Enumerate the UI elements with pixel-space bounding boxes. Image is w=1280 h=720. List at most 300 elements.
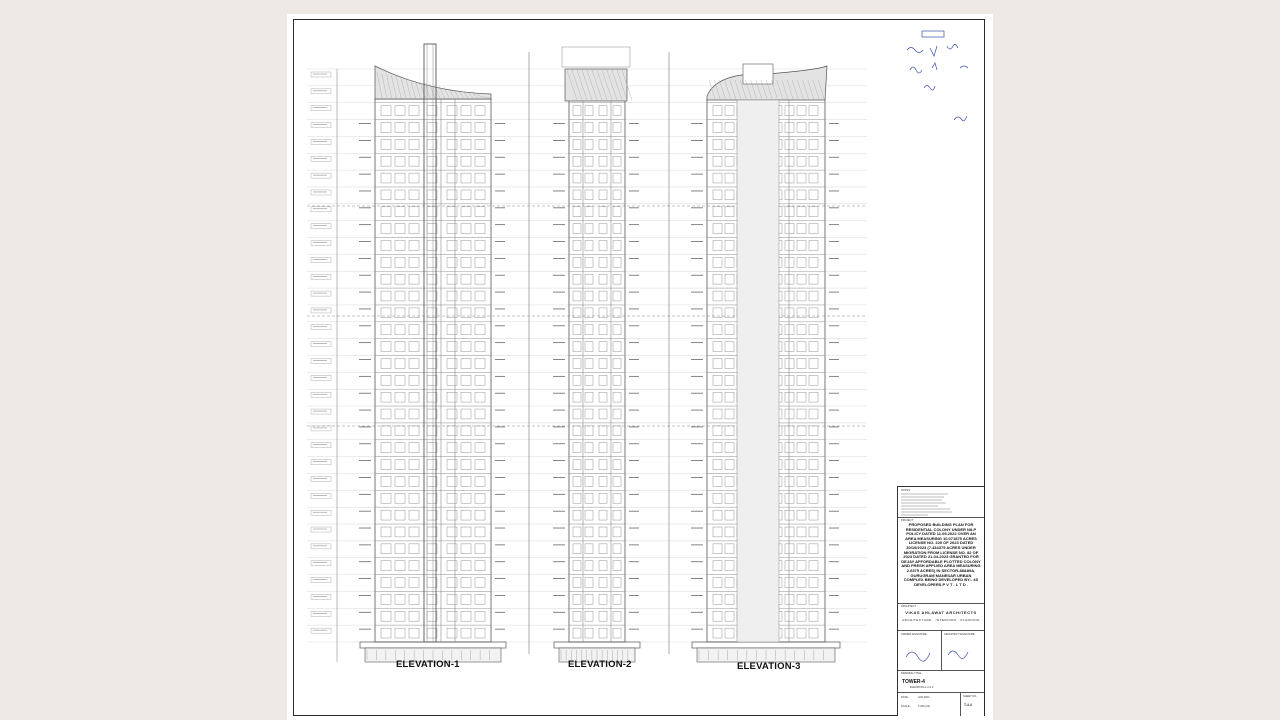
window — [409, 106, 419, 116]
window — [409, 476, 419, 486]
window — [797, 207, 806, 217]
window — [461, 325, 471, 335]
window — [461, 257, 471, 267]
window — [585, 578, 593, 588]
window — [613, 241, 621, 251]
window — [599, 156, 607, 166]
window — [785, 342, 794, 352]
window — [585, 291, 593, 301]
window — [599, 291, 607, 301]
window — [573, 561, 581, 571]
window — [461, 224, 471, 234]
window — [427, 325, 437, 335]
window — [613, 460, 621, 470]
window — [461, 544, 471, 554]
sheet-number: T-4.4 — [964, 703, 972, 707]
window — [809, 123, 818, 133]
window — [461, 460, 471, 470]
window — [585, 493, 593, 503]
date-value: JAN,2024 — [918, 696, 930, 699]
window — [395, 561, 405, 571]
window — [613, 156, 621, 166]
window — [461, 628, 471, 638]
elevation-1-label: ELEVATION-1 — [396, 659, 460, 670]
window — [613, 257, 621, 267]
window — [785, 578, 794, 588]
window — [599, 426, 607, 436]
window — [409, 291, 419, 301]
window — [381, 308, 391, 318]
window — [613, 443, 621, 453]
level-tag — [311, 72, 331, 77]
window — [573, 578, 581, 588]
window — [613, 578, 621, 588]
window — [573, 392, 581, 402]
window — [809, 106, 818, 116]
window — [785, 106, 794, 116]
window — [395, 493, 405, 503]
level-tag — [311, 594, 331, 599]
window — [447, 139, 457, 149]
window — [785, 375, 794, 385]
window — [797, 156, 806, 166]
window — [613, 139, 621, 149]
window — [613, 476, 621, 486]
window — [573, 241, 581, 251]
window — [475, 493, 485, 503]
window — [381, 375, 391, 385]
window — [395, 544, 405, 554]
window — [573, 527, 581, 537]
window — [381, 291, 391, 301]
level-tag — [311, 308, 331, 313]
window — [725, 594, 734, 604]
level-tag — [311, 375, 331, 380]
window — [395, 392, 405, 402]
window — [599, 325, 607, 335]
window — [797, 594, 806, 604]
window — [725, 123, 734, 133]
roof-crown — [565, 69, 627, 101]
window — [475, 578, 485, 588]
window — [427, 594, 437, 604]
window — [809, 139, 818, 149]
window — [381, 426, 391, 436]
window — [785, 611, 794, 621]
window — [475, 476, 485, 486]
window — [809, 291, 818, 301]
window — [599, 106, 607, 116]
window — [427, 392, 437, 402]
window — [599, 476, 607, 486]
window — [725, 409, 734, 419]
window — [573, 207, 581, 217]
firm-name: VIKAS AHLAWAT ARCHITECTS — [905, 610, 977, 615]
level-tag — [311, 224, 331, 229]
window — [475, 392, 485, 402]
window — [785, 291, 794, 301]
window — [809, 190, 818, 200]
window — [395, 578, 405, 588]
window — [395, 342, 405, 352]
window — [713, 308, 722, 318]
tower-name: TOWER-4 — [902, 679, 925, 685]
window — [725, 257, 734, 267]
window — [427, 476, 437, 486]
window — [427, 257, 437, 267]
window — [809, 544, 818, 554]
window — [447, 156, 457, 166]
window — [409, 578, 419, 588]
window — [713, 342, 722, 352]
window — [713, 274, 722, 284]
window — [409, 409, 419, 419]
window — [725, 308, 734, 318]
window — [613, 628, 621, 638]
window — [447, 611, 457, 621]
window — [725, 561, 734, 571]
window — [599, 510, 607, 520]
scale-value: 1:200 (A1) — [918, 705, 931, 708]
window — [409, 527, 419, 537]
window — [809, 308, 818, 318]
window — [785, 190, 794, 200]
window — [447, 375, 457, 385]
window — [427, 561, 437, 571]
level-tag — [311, 274, 331, 279]
level-tag — [311, 510, 331, 515]
window — [599, 224, 607, 234]
level-tag — [311, 257, 331, 262]
window — [395, 460, 405, 470]
window — [573, 291, 581, 301]
window — [573, 325, 581, 335]
window — [381, 359, 391, 369]
window — [395, 308, 405, 318]
window — [447, 291, 457, 301]
window — [447, 443, 457, 453]
window — [785, 527, 794, 537]
stair-tower-head — [743, 64, 773, 84]
level-tag — [311, 544, 331, 549]
central-glazing — [737, 100, 779, 642]
window — [573, 493, 581, 503]
window — [797, 190, 806, 200]
window — [797, 291, 806, 301]
window — [613, 173, 621, 183]
window — [797, 224, 806, 234]
window — [613, 392, 621, 402]
window — [713, 291, 722, 301]
window — [785, 139, 794, 149]
window — [797, 274, 806, 284]
window — [461, 123, 471, 133]
window — [409, 257, 419, 267]
window — [427, 173, 437, 183]
window — [713, 224, 722, 234]
window — [461, 594, 471, 604]
window — [381, 139, 391, 149]
level-tag — [311, 106, 331, 111]
window — [613, 594, 621, 604]
window — [797, 392, 806, 402]
window — [447, 510, 457, 520]
window — [395, 156, 405, 166]
window — [447, 460, 457, 470]
window — [573, 139, 581, 149]
window — [599, 375, 607, 385]
window — [395, 241, 405, 251]
window — [381, 443, 391, 453]
level-tag — [311, 325, 331, 330]
window — [599, 257, 607, 267]
level-tag — [311, 392, 331, 397]
window — [599, 460, 607, 470]
window — [585, 257, 593, 267]
window — [427, 139, 437, 149]
window — [427, 241, 437, 251]
window — [713, 611, 722, 621]
window — [573, 274, 581, 284]
window — [785, 628, 794, 638]
window — [461, 207, 471, 217]
firm-tagline: ARCHITECTURE . INTERIORS . PLANNING — [902, 618, 980, 622]
level-tag — [311, 561, 331, 566]
window — [381, 241, 391, 251]
window — [409, 611, 419, 621]
window — [713, 460, 722, 470]
window — [725, 544, 734, 554]
window — [427, 359, 437, 369]
window — [713, 443, 722, 453]
window — [713, 544, 722, 554]
window — [613, 224, 621, 234]
window — [447, 426, 457, 436]
window — [395, 510, 405, 520]
window — [713, 628, 722, 638]
window — [797, 359, 806, 369]
scale-label: SCALE:- — [901, 705, 912, 708]
window — [585, 241, 593, 251]
window — [427, 190, 437, 200]
window — [725, 342, 734, 352]
window — [475, 375, 485, 385]
window — [475, 257, 485, 267]
window — [785, 308, 794, 318]
window — [585, 190, 593, 200]
window — [381, 460, 391, 470]
window — [599, 493, 607, 503]
window — [395, 628, 405, 638]
elevation-3-label: ELEVATION-3 — [737, 661, 801, 672]
window — [599, 308, 607, 318]
window — [599, 561, 607, 571]
window — [573, 375, 581, 385]
window — [599, 207, 607, 217]
window — [475, 308, 485, 318]
window — [809, 578, 818, 588]
window — [725, 426, 734, 436]
window — [461, 426, 471, 436]
window — [427, 106, 437, 116]
window — [475, 527, 485, 537]
window — [809, 224, 818, 234]
window — [585, 510, 593, 520]
window — [797, 510, 806, 520]
window — [585, 139, 593, 149]
window — [395, 325, 405, 335]
window — [809, 274, 818, 284]
level-tag — [311, 123, 331, 128]
signature-mark — [907, 48, 923, 53]
window — [585, 156, 593, 166]
window — [797, 409, 806, 419]
window — [409, 359, 419, 369]
window — [725, 139, 734, 149]
window — [599, 628, 607, 638]
window — [447, 106, 457, 116]
level-tag — [311, 426, 331, 431]
window — [785, 561, 794, 571]
window — [381, 578, 391, 588]
window — [713, 139, 722, 149]
window — [613, 510, 621, 520]
window — [809, 527, 818, 537]
window — [381, 123, 391, 133]
level-tag — [311, 443, 331, 448]
level-tag — [311, 89, 331, 94]
window — [461, 611, 471, 621]
window — [381, 544, 391, 554]
window — [797, 173, 806, 183]
window — [461, 443, 471, 453]
window — [713, 207, 722, 217]
window — [475, 426, 485, 436]
window — [713, 190, 722, 200]
window — [409, 274, 419, 284]
window — [475, 594, 485, 604]
elevation-2-label: ELEVATION-2 — [568, 659, 632, 670]
window — [447, 123, 457, 133]
window — [381, 628, 391, 638]
approval-stamps — [902, 28, 987, 138]
window — [447, 325, 457, 335]
window — [585, 561, 593, 571]
window — [381, 274, 391, 284]
window — [395, 375, 405, 385]
date-label: DATE:- — [901, 696, 910, 699]
podium-band — [554, 642, 640, 648]
window — [461, 342, 471, 352]
window — [381, 561, 391, 571]
window — [461, 527, 471, 537]
window — [797, 375, 806, 385]
window — [573, 224, 581, 234]
window — [573, 257, 581, 267]
window — [573, 308, 581, 318]
window — [613, 375, 621, 385]
window — [461, 375, 471, 385]
level-tag — [311, 190, 331, 195]
window — [809, 156, 818, 166]
window — [395, 527, 405, 537]
window — [475, 207, 485, 217]
window — [725, 224, 734, 234]
window — [585, 106, 593, 116]
window — [785, 123, 794, 133]
window — [725, 628, 734, 638]
window — [713, 426, 722, 436]
window — [427, 207, 437, 217]
window — [573, 628, 581, 638]
window — [475, 628, 485, 638]
window — [797, 257, 806, 267]
window — [797, 123, 806, 133]
window — [725, 375, 734, 385]
window — [797, 561, 806, 571]
window — [447, 190, 457, 200]
window — [713, 156, 722, 166]
window — [585, 611, 593, 621]
window — [409, 544, 419, 554]
window — [395, 291, 405, 301]
window — [613, 561, 621, 571]
window — [797, 139, 806, 149]
window — [785, 460, 794, 470]
window — [797, 241, 806, 251]
window — [599, 611, 607, 621]
window — [395, 207, 405, 217]
window — [475, 325, 485, 335]
window — [797, 460, 806, 470]
window — [585, 342, 593, 352]
window — [381, 342, 391, 352]
window — [713, 241, 722, 251]
window — [573, 476, 581, 486]
window — [785, 409, 794, 419]
window — [447, 628, 457, 638]
window — [797, 493, 806, 503]
window — [573, 190, 581, 200]
window — [797, 443, 806, 453]
window — [785, 594, 794, 604]
window — [797, 106, 806, 116]
architect-signature-label: ARCHITECT SIGNATURE: — [944, 633, 976, 636]
window — [785, 476, 794, 486]
window — [447, 207, 457, 217]
window — [613, 190, 621, 200]
window — [461, 106, 471, 116]
window — [599, 190, 607, 200]
project-heading: PROJECT: — [901, 519, 914, 522]
window — [409, 308, 419, 318]
window — [585, 527, 593, 537]
window — [395, 123, 405, 133]
signature-mark — [910, 67, 922, 73]
window — [409, 190, 419, 200]
window — [725, 392, 734, 402]
window — [809, 460, 818, 470]
window — [475, 561, 485, 571]
window — [461, 476, 471, 486]
window — [447, 173, 457, 183]
window — [573, 611, 581, 621]
window — [475, 123, 485, 133]
window — [585, 308, 593, 318]
title-block — [897, 486, 984, 716]
window — [447, 527, 457, 537]
window — [613, 308, 621, 318]
